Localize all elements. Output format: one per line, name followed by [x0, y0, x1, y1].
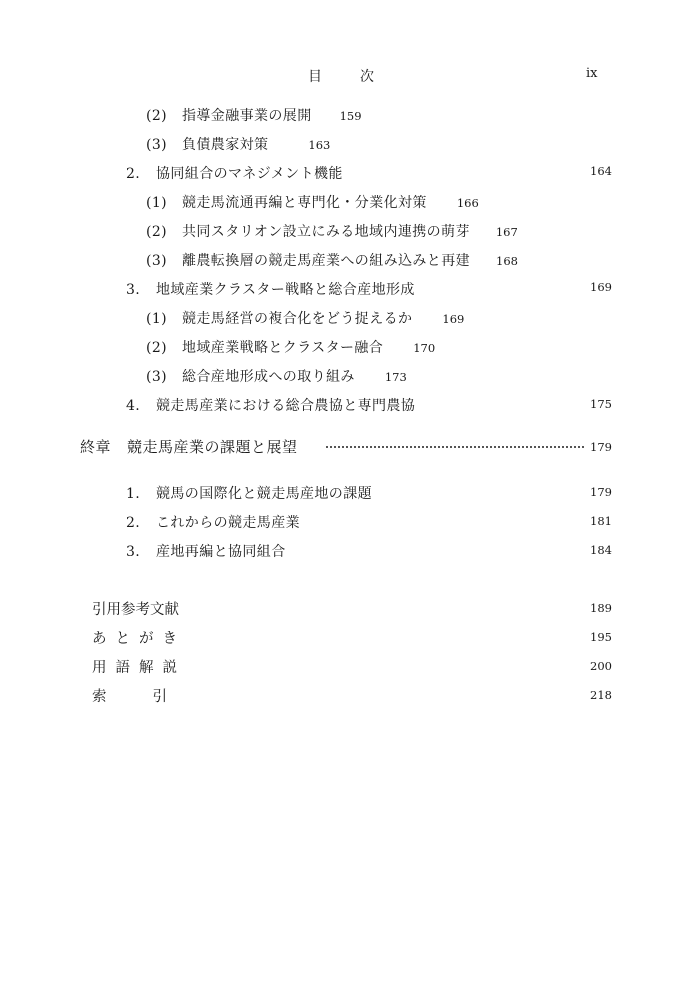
toc-entry	[146, 105, 362, 125]
entry-title: 指導金融事業の展開	[182, 108, 312, 124]
entry-page: 166	[456, 196, 479, 210]
entry-number: (2)	[146, 224, 168, 240]
entry-number: 2.	[126, 515, 141, 531]
entry-page: 163	[308, 138, 331, 152]
entry-page: 181	[590, 514, 612, 528]
entry-number: 1.	[126, 486, 141, 502]
entry-number: (2)	[146, 108, 168, 124]
entry-page: 159	[339, 109, 362, 123]
back-matter-page: 218	[590, 688, 612, 702]
entry-page: 179	[590, 485, 612, 499]
toc-entry	[146, 192, 479, 212]
entry-number: 3.	[126, 282, 141, 298]
toc-entry	[146, 337, 435, 357]
entry-number: 3.	[126, 544, 141, 560]
entry-number: (2)	[146, 340, 168, 356]
entry-page: 170	[413, 341, 436, 355]
entry-page: 169	[442, 312, 465, 326]
entry-number: 2.	[126, 166, 141, 182]
entry-title: これからの競走馬産業	[156, 515, 300, 531]
entry-title: 産地再編と協同組合	[156, 544, 286, 560]
toc-entry	[126, 395, 415, 415]
entry-number: (3)	[146, 253, 168, 269]
entry-title: 総合産地形成への取り組み	[182, 369, 355, 385]
entry-number: (1)	[146, 195, 168, 211]
entry-title: 競馬の国際化と競走馬産地の課題	[156, 486, 372, 502]
entry-title: 地域産業クラスター戦略と総合産地形成	[156, 282, 415, 298]
entry-title: 離農転換層の競走馬産業への組み込みと再建	[182, 253, 470, 269]
chapter-title: 競走馬産業の課題と展望	[127, 438, 298, 456]
toc-entry	[146, 134, 330, 154]
entry-number: (3)	[146, 137, 168, 153]
running-head-page-number: ix	[586, 66, 598, 81]
entry-number: (3)	[146, 369, 168, 385]
back-matter-afterword: あとがき	[92, 631, 186, 647]
entry-number: (1)	[146, 311, 168, 327]
entry-page: 173	[384, 370, 407, 384]
leader-dots	[326, 446, 584, 448]
entry-page: 184	[590, 543, 612, 557]
back-matter-page: 200	[590, 659, 612, 673]
toc-entry	[146, 221, 518, 241]
toc-entry	[126, 279, 415, 299]
entry-title: 競走馬産業における総合農協と専門農協	[156, 398, 416, 414]
back-matter-glossary: 用語解説	[92, 660, 186, 676]
final-chapter-heading	[80, 436, 298, 457]
entry-page: 164	[590, 164, 612, 178]
entry-page: 167	[495, 225, 518, 239]
entry-number: 4.	[126, 398, 141, 414]
entry-title: 負債農家対策	[182, 137, 269, 153]
toc-entry	[146, 250, 518, 270]
back-matter-index: 索引	[92, 689, 213, 705]
entry-page: 169	[590, 280, 612, 294]
toc-entry	[126, 163, 343, 183]
entry-page: 175	[590, 397, 612, 411]
back-matter-page: 195	[590, 630, 612, 644]
entry-title: 地域産業戦略とクラスター融合	[182, 340, 384, 356]
running-head-title: 目次	[308, 69, 412, 85]
toc-entry	[126, 541, 286, 561]
chapter-page: 179	[590, 440, 612, 454]
entry-title: 共同スタリオン設立にみる地域内連携の萌芽	[182, 224, 470, 240]
chapter-label: 終章	[80, 438, 112, 456]
toc-entry	[126, 483, 372, 503]
entry-title: 競走馬流通再編と専門化・分業化対策	[182, 195, 427, 211]
toc-entry	[146, 366, 407, 386]
entry-title: 協同組合のマネジメント機能	[156, 166, 343, 182]
toc-entry	[146, 308, 464, 328]
back-matter-references: 引用参考文献	[92, 602, 179, 618]
entry-page: 168	[496, 254, 518, 268]
back-matter-page: 189	[590, 601, 612, 615]
toc-entry	[126, 512, 300, 532]
entry-title: 競走馬経営の複合化をどう捉えるか	[182, 311, 413, 327]
